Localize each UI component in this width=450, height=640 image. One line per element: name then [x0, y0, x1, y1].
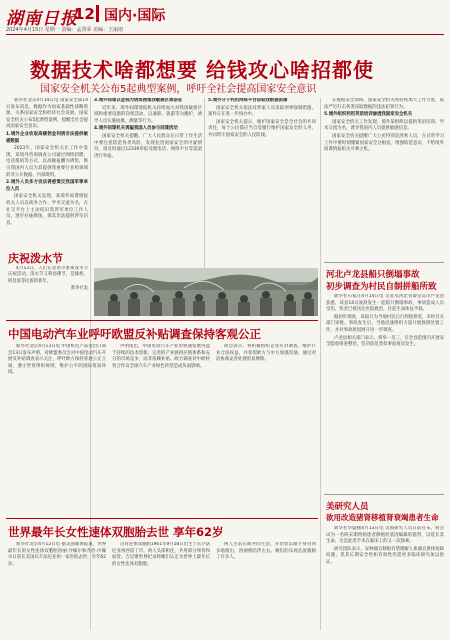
- lead-headline: 数据技术啥都想要 给钱攻心啥招都使: [30, 58, 374, 82]
- masthead: [0, 0, 450, 36]
- lead-paragraph: 近年来，境外间谍情报机关持续加大对我国敏感区域和重要设施的窃密活动，以兼职、旅游等为掩护，诱导人员实施拍摄、测量等行为。: [94, 105, 202, 124]
- twins-paragraph: 这对连体双胞胎1961年9月18日出生于宾夕法尼亚州西雷丁市，两人头部相连，共用部分颅骨和血管。吉尼斯世界纪录将她们认定为世界上最年长的女性连体双胞胎。: [112, 542, 210, 567]
- lead-paragraph: 新华社北京4月14日电 国家安全部14日发布消息，数据作为国家基础性战略资源，关系国家安全和经济社会发展。国家安全机关公布5起典型案例，提醒全社会提高国家安全意识。: [6, 98, 88, 130]
- lead-subheading: 5.境外分子利用网络平台窃取我数据资源: [208, 98, 288, 103]
- festival-photo-image: [94, 268, 318, 316]
- organ-headline-line2: 欲用改造猪肾移植肾衰竭患者生命: [326, 513, 439, 522]
- sidebar-paragraph: 国家安全机关提醒广大公民特别是涉密人员，在日常学习工作中要时刻绷紧国家安全这根弦，增强防范意识，不给境外间谍情报机关可乘之机。: [324, 133, 444, 153]
- section-rule: [6, 518, 318, 519]
- photo-caption-text: 4月13日，人们在景洪市参加泼水节庆祝活动。泼水节又称浴佛节，是傣族、阿昌族等民族的新年。: [8, 266, 88, 284]
- sidebar-subheading: 5.境外组织利用英语培训渗透我国家安全机关: [324, 112, 413, 118]
- newspaper-logo: 湖南日报: [6, 9, 78, 29]
- lead-paragraph: 国家安全机关依法对涉案人员采取刑事强制措施，案件正在进一步侦办中。: [208, 105, 316, 118]
- dateline: 2024年4月15日 星期一 责编：孟贤荣 美编：王丽雨: [6, 27, 124, 33]
- autos-paragraph: 新华社北京4月13日电 中国机电产品进出口商会13日发布声明，对欧盟委员会对中国电动汽车开展反补贴调查表示关注，呼吁欧方保持客观公正立场，遵守世贸组织规则，维护公平的国际贸易环境。: [8, 344, 106, 376]
- autos-column-1: [8, 344, 106, 514]
- organ-paragraph: 新华社华盛顿4月13日电 美国研究人员日前宣布，将尝试为一名终末期肾病患者移植经基因编辑的猪肾，以延长其生命。这是此类手术在临床上的又一次探索。: [326, 526, 444, 545]
- section-rule: [6, 320, 318, 321]
- lead-subhead: 国家安全机关公布5起典型案例，呼吁全社会提高国家安全意识: [40, 84, 317, 95]
- lead-subheading: 1.境外企业收取高额佣金利诱非法提供敏感数据: [6, 131, 88, 144]
- lead-subheading: 4.境外间谍机关诱骗我国人员参与间谍活动: [94, 126, 178, 132]
- section-title: 国内·国际: [104, 8, 166, 24]
- autos-paragraph: 声明指出，中国电动汽车产业的快速发展得益于持续的技术创新、完善的产业链供应链体系和充分的市场竞争，而非依赖补贴。欧方调查对中欧经贸合作及全球汽车产业绿色转型造成负面影响。: [112, 344, 210, 369]
- section-bar: [96, 5, 99, 22]
- organ-column: [326, 526, 444, 634]
- organ-paragraph: 研究团队表示，异种器官移植有望缓解人体器官供体短缺问题，但其长期安全性和有效性仍需更多临床研究加以验证。: [326, 546, 444, 565]
- masthead-rule: [6, 34, 444, 35]
- ship-headline-line2: 初步调查为村民自制拼船所致: [326, 282, 437, 292]
- twins-paragraph: 两人生前长期共同生活，乔治曾以歌手身份到多地演出，洛丽则陪伴左右。她们的乐观态度激励了许多人。: [216, 542, 316, 561]
- autos-column-3: [216, 344, 316, 514]
- column-divider: [320, 98, 321, 630]
- photo-credit: 新华社发: [70, 286, 88, 292]
- twins-column-1: [8, 542, 106, 634]
- lead-paragraph: 2023年，国家安全机关在工作中发现，某境外咨询调查公司通过网络招聘、电话推销等方式，以高额报酬为诱饵，吸引我国内人员为其提供我重要行业和领域的非公开数据、内部资料。: [6, 146, 88, 178]
- lead-paragraph: 国家安全机关发现，某境外间谍情报机关人员以商务合作、学术交流为名，在社交平台上主动结识我涉军单位工作人员，逐步拉拢腐蚀，诱其非法提供涉军信息。: [6, 194, 88, 226]
- ship-column: [326, 294, 444, 490]
- sidebar-rule: [324, 262, 444, 263]
- sidebar-paragraph: 在数据安全领域，国家安全机关将持续加大工作力度，依法严厉打击各类窃取数据的违法犯罪行为。: [324, 98, 444, 110]
- festival-photo: [94, 268, 318, 316]
- photo-story-title: 庆祝泼水节: [8, 252, 63, 265]
- sidebar-paragraph: 国家安全机关工作发现，境外某组织以提供英语培训、学术交流为名，诱导我国内人员提供敏感信息。: [324, 119, 444, 132]
- autos-headline: 中国电动汽车业呼吁欧盟反补贴调查保持客观公正: [8, 327, 261, 341]
- ship-headline-line1: 河北卢龙县船只倒塌事故: [326, 270, 420, 280]
- lead-paragraph: 国家安全机关提示，维护国家安全是全社会的共同责任，每个公民都应当自觉履行维护国家安全的义务，共同筑牢国家安全的人民防线。: [208, 119, 316, 138]
- twins-column-2: [112, 542, 210, 634]
- autos-column-2: [112, 344, 210, 514]
- autos-paragraph: 商会表示，将积极组织企业应对调查，维护行业合法权益，并希望欧方与中方加强沟通，通过对话协商妥善处理贸易摩擦。: [216, 344, 316, 363]
- twins-headline: 世界最年长女性速体双胞胎去世 享年62岁: [8, 525, 224, 539]
- lead-paragraph: 国家安全机关提醒，广大人民群众在日常工作生活中要注意防范各类风险，发现危害国家安全的可疑情况，请及时通过12339举报受理电话、网络平台等渠道进行举报。: [94, 133, 202, 159]
- sidebar-rule: [324, 494, 444, 495]
- lead-subheading: 3.境外间谍以金钱为诱饵搜集我敏感区域信息: [94, 98, 183, 103]
- photo-caption: [8, 266, 88, 314]
- twins-paragraph: 新华社北京4月12日电 据美国媒体报道，世界最年长的女性连体双胞胎洛丽·沙佩尔和乔治·沙佩尔日前在美国宾夕法尼亚州一家医院去世，享年62岁。: [8, 542, 106, 567]
- lead-subheading: 2.境外人员多方设法诱惑策反我国军事单位人员: [6, 180, 88, 192]
- ship-paragraph: 新华社石家庄4月14日电 记者从河北省秦皇岛市卢龙县获悉，该县14日凌晨发生一起船只倒塌事故，事故造成人员受伤，伤者已被送往医院救治，目前生命体征平稳。: [326, 294, 444, 313]
- ship-paragraph: 据初步调查，该船只为当地村民自行焊接拼装，未经有关部门审批。事故发生后，当地迅速组织力量开展救援处置工作，并对事故原因展开进一步调查。: [326, 314, 444, 333]
- twins-column-3: [216, 542, 316, 634]
- lead-column-2: [94, 98, 202, 266]
- ship-paragraph: 卢龙县相关部门表示，将举一反三，在全县范围内开展安全隐患排查整治，坚决防范类似事故再次发生。: [326, 335, 444, 348]
- organ-headline-line1: 美研究人员: [326, 502, 369, 512]
- page-number: 12: [74, 5, 95, 23]
- sidebar-top-column: [324, 98, 444, 248]
